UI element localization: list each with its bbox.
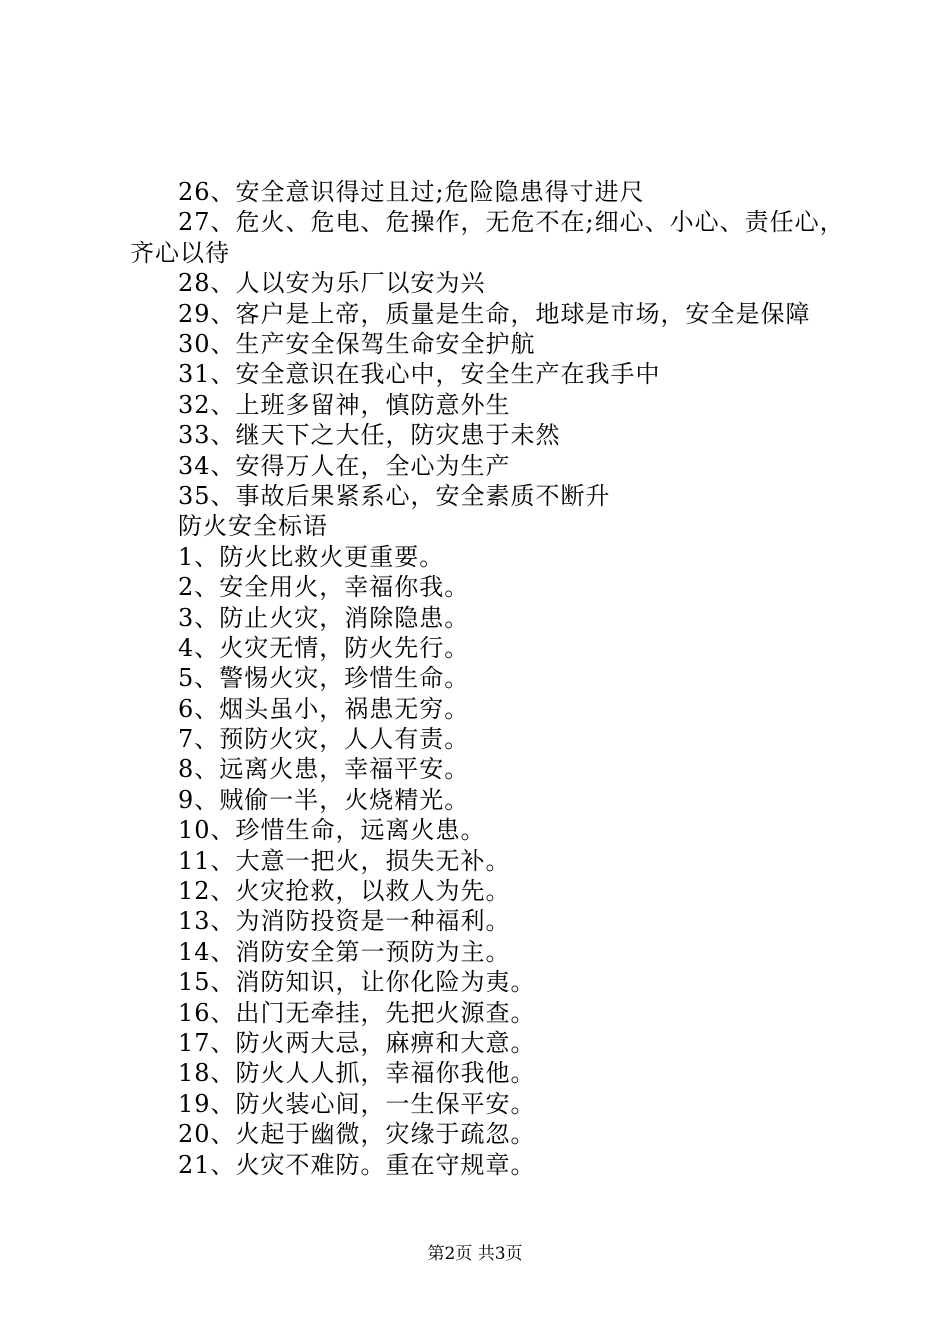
slogan-line: 31、安全意识在我心中，安全生产在我手中: [178, 360, 661, 389]
slogan-line: 21、火灾不难防。重在守规章。: [178, 1150, 536, 1179]
slogan-line: 13、为消防投资是一种福利。: [178, 907, 511, 936]
slogan-line: 1、防火比救火更重要。: [178, 542, 445, 571]
slogan-line: 8、远离火患，幸福平安。: [178, 755, 470, 784]
slogan-line: 3、防止火灾，消除隐患。: [178, 603, 470, 632]
slogan-line: 2、安全用火，幸福你我。: [178, 573, 470, 602]
slogan-line: 34、安得万人在，全心为生产: [178, 451, 511, 480]
slogan-line: 14、消防安全第一预防为主。: [178, 937, 511, 966]
slogan-line: 29、客户是上帝，质量是生命，地球是市场，安全是保障: [178, 299, 811, 328]
slogan-line: 12、火灾抢救，以救人为先。: [178, 877, 511, 906]
slogan-line: 10、珍惜生命，远离火患。: [178, 816, 486, 845]
slogan-line: 4、火灾无情，防火先行。: [178, 633, 470, 662]
slogan-line: 11、大意一把火，损失无补。: [178, 846, 511, 875]
slogan-line: 32、上班多留神，慎防意外生: [178, 390, 511, 419]
slogan-line: 5、警惕火灾，珍惜生命。: [178, 664, 470, 693]
slogan-line: 35、事故后果紧系心，安全素质不断升: [178, 481, 611, 510]
slogan-line: 7、预防火灾，人人有责。: [178, 725, 470, 754]
slogan-line: 15、消防知识，让你化险为夷。: [178, 968, 536, 997]
slogan-line: 6、烟头虽小，祸患无穷。: [178, 694, 470, 723]
slogan-line: 9、贼偷一半，火烧精光。: [178, 785, 470, 814]
slogan-line: 17、防火两大忌，麻痹和大意。: [178, 1028, 536, 1057]
slogan-line: 33、继天下之大任，防灾患于未然: [178, 421, 561, 450]
slogan-line: 28、人以安为乐厂以安为兴: [178, 269, 486, 298]
slogan-line: 19、防火装心间，一生保平安。: [178, 1089, 536, 1118]
section-heading: 防火安全标语: [178, 512, 328, 541]
page-footer: 第2页 共3页: [427, 1244, 523, 1264]
document-body: [130, 177, 850, 1180]
slogan-line: 26、安全意识得过且过;危险隐患得寸进尺: [178, 178, 645, 206]
slogan-line: 30、生产安全保驾生命安全护航: [178, 329, 536, 358]
slogan-line: 16、出门无牵挂，先把火源查。: [178, 998, 536, 1027]
slogan-line: 20、火起于幽微，灾缘于疏忽。: [178, 1120, 536, 1149]
slogan-line-wrapped: 27、危火、危电、危操作，无危不在;细心、小心、责任心，齐心以待: [130, 208, 845, 267]
slogan-line: 18、防火人人抓，幸福你我他。: [178, 1059, 536, 1088]
